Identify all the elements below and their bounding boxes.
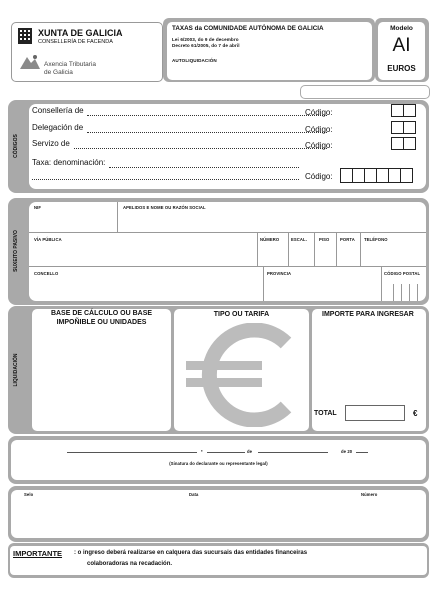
firma-comma: , — [201, 447, 203, 453]
taxa-label: Taxa: denominación: — [32, 158, 106, 167]
codigos-panel — [29, 104, 426, 189]
modelo-code: AI — [392, 35, 411, 56]
firma-caption: (Sinatura do declarante ou representante legal) — [169, 461, 268, 466]
firma-de1: de — [247, 449, 253, 454]
numero-ingreso-label: Número — [361, 492, 378, 497]
consellaria-code-label: Código: — [305, 108, 333, 117]
footer-line2: colaboradoras na recadación. — [87, 561, 173, 567]
total-label: TOTAL — [314, 410, 337, 417]
delegacion-label: Delegación de — [32, 123, 84, 132]
liquidacion-side-label: LIQUIDACIÓN — [13, 353, 19, 387]
porta-label: PORTA — [340, 237, 355, 242]
modelo-panel — [378, 22, 425, 80]
provincia-field[interactable] — [265, 278, 379, 299]
name-field[interactable] — [119, 212, 424, 230]
header-logo-panel — [11, 22, 163, 82]
liquidacion-col1[interactable] — [32, 309, 171, 431]
data-label: Data — [189, 492, 199, 497]
org-dept: CONSELLERÍA DE FACENDA — [38, 39, 113, 45]
piso-label: PISO — [319, 237, 330, 242]
via-field[interactable] — [31, 244, 255, 264]
data-field[interactable] — [181, 500, 351, 534]
form-kind: AUTOLIQUIDACIÓN — [172, 58, 217, 63]
provincia-label: PROVINCIA — [267, 271, 292, 276]
header-blank-strip — [300, 85, 430, 99]
suxeito-panel — [29, 202, 426, 301]
firma-year-line[interactable] — [356, 452, 368, 453]
servizo-label: Servizo de — [32, 139, 70, 148]
consellaria-label: Consellería de — [32, 106, 84, 115]
firma-day-line[interactable] — [207, 452, 245, 453]
consellaria-field[interactable] — [87, 115, 327, 116]
escal-label: ESCAL. — [291, 237, 307, 242]
firma-month-line[interactable] — [258, 452, 328, 453]
nif-label: NIF — [34, 205, 42, 210]
via-label: VÍA PÚBLICA — [34, 237, 62, 242]
col3-header: IMPORTE PARA INGRESAR — [322, 311, 414, 318]
col1-header-line1: BASE DE CÁLCULO OU BASE — [50, 310, 153, 317]
concello-label: CONCELLO — [34, 271, 59, 276]
taxa-code-label: Código: — [305, 172, 333, 181]
firma-place-line[interactable] — [67, 452, 197, 453]
servizo-field[interactable] — [74, 148, 327, 149]
org-title: XUNTA DE GALICIA — [38, 28, 123, 38]
taxa-code-box-6[interactable] — [400, 168, 413, 183]
col2-header: TIPO OU TARIFA — [213, 311, 270, 318]
total-field[interactable] — [345, 405, 405, 421]
col1-header-line2: IMPOÑIBLE OU UNIDADES — [56, 319, 147, 326]
law-line1: Lei 6/2003, do 9 de decembro — [172, 37, 239, 42]
telefono-label: TELÉFONO — [364, 237, 388, 242]
agency-line2: de Galicia — [44, 69, 73, 76]
footer-panel — [10, 546, 427, 575]
concello-field[interactable] — [31, 278, 261, 299]
agency-logo-icon — [18, 53, 42, 71]
important-label: IMPORTANTE — [13, 549, 63, 558]
footer-line1: : o ingreso deberá realizarse en calquera das sucursais das entidades financeiras — [74, 550, 308, 556]
selo-label: Selo — [24, 492, 34, 497]
modelo-currency: EUROS — [387, 64, 416, 73]
taxa-field-2[interactable] — [32, 179, 299, 180]
consellaria-code-box-2[interactable] — [403, 104, 416, 117]
nif-field[interactable] — [31, 212, 115, 230]
firma-panel — [11, 440, 426, 480]
header-title-panel — [167, 22, 372, 80]
selo-field[interactable] — [16, 500, 176, 534]
agency-line1: Axencia Tributaria — [44, 61, 97, 68]
xunta-logo-icon — [18, 28, 32, 44]
servizo-code-box-2[interactable] — [403, 137, 416, 150]
ingreso-panel — [11, 490, 426, 538]
taxa-field-1[interactable] — [109, 167, 299, 168]
delegacion-code-label: Código: — [305, 125, 333, 134]
liquidacion-col3[interactable] — [312, 309, 426, 431]
numero-label: NÚMERO — [260, 237, 280, 242]
total-euro-symbol: € — [413, 409, 418, 418]
euro-watermark-icon — [182, 323, 302, 427]
name-label: APELIDOS E NOME OU RAZÓN SOCIAL — [123, 205, 206, 210]
suxeito-side-label: SUXEITO PASIVO — [13, 230, 19, 272]
form-title: TAXAS da COMUNIDADE AUTÓNOMA DE GALICIA — [172, 25, 324, 32]
servizo-code-label: Código: — [305, 141, 333, 150]
firma-de2: de 20 — [341, 449, 353, 454]
codigo-postal-label: CÓDIGO POSTAL — [384, 271, 421, 276]
codigos-side-label: CÓDIGOS — [13, 134, 19, 158]
delegacion-field[interactable] — [87, 132, 327, 133]
law-line2: Decreto 61/2005, do 7 de abril — [172, 43, 240, 48]
numero-ingreso-field[interactable] — [356, 500, 421, 534]
liquidacion-col2[interactable] — [174, 309, 309, 431]
modelo-label: Modelo — [390, 25, 413, 32]
delegacion-code-box-2[interactable] — [403, 121, 416, 134]
